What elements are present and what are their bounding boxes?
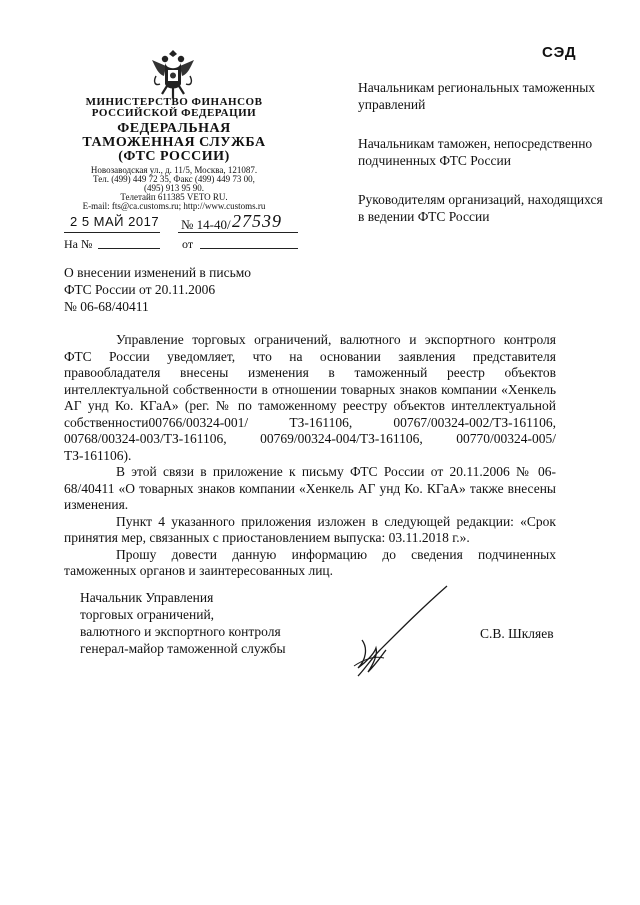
coat-of-arms-emblem (148, 46, 198, 102)
document-mark: СЭД (542, 44, 577, 61)
date-underline (64, 232, 160, 233)
reference-date-label: от (182, 237, 194, 251)
registration-number-handwritten: 27539 (232, 211, 282, 231)
registration-number-prefix: № 14-40/ (181, 217, 231, 232)
recipient-item: Руководителям организаций, находящихся в ведении ФТС России (358, 192, 603, 224)
signer-name: С.В. Шкляев (480, 626, 554, 641)
ministry-name: МИНИСТЕРСТВО ФИНАНСОВ РОССИЙСКОЙ ФЕДЕРАЦИИ (85, 96, 263, 119)
body-paragraph: В этой связи в приложение к письму ФТС России от 20.11.2006 № 06-68/40411 «О товарных знаков компании «Хенкель АГ унд Ко. КГаА» также внесены изменения. (64, 464, 556, 512)
service-name: ФЕДЕРАЛЬНАЯ ТАМОЖЕННАЯ СЛУЖБА (ФТС РОССИИ) (82, 121, 266, 164)
reference-number-label: На № (64, 237, 93, 251)
reference-number-blank (98, 248, 160, 249)
registration-date: 2 5 МАЙ 2017 (70, 214, 160, 229)
letter-body (64, 332, 556, 580)
recipient-item: Начальникам таможен, непосредственно подчиненных ФТС России (358, 136, 593, 168)
body-paragraph: Прошу довести данную информацию до сведения подчиненных таможенных органов и заинтересованных лиц. (64, 546, 556, 578)
recipients-block (358, 79, 608, 247)
reference-date-blank (200, 248, 298, 249)
body-paragraph: Управление торговых ограничений, валютного и экспортного контроля ФТС России уведомляет, что на основании заявления представителя правообладателя внесены изменения в таможенный реестр объектов интеллектуальной собственности в отношении товарных знаков компании «Хенкель АГ унд Ко. КГаА» (рег. № по таможенному реестру объектов интеллектуальной собственности00766/00324-001/ ТЗ-161106, 00767/00324-002/ТЗ-161106, 00768/00324-003/ТЗ-161106, 00769/00324-004/ТЗ-161106, 00770/00324-005/ ТЗ-161106). (64, 332, 556, 463)
contact-address: Новозаводская ул., д. 11/5, Москва, 121087. Тел. (499) 449 72 35, Факс (499) 449 73 00, (495) 913 95 90. Телетайп 611385 VETO RU. E-mail: fts@ca.customs.ru; http://www.customs.ru (82, 165, 266, 211)
letter-subject: О внесении изменений в письмо ФТС России от 20.11.2006 № 06-68/40411 (64, 265, 252, 314)
handwritten-signature (332, 578, 462, 688)
signer-title: Начальник Управления торговых ограничений, валютного и экспортного контроля генерал-майор таможенной службы (80, 590, 286, 656)
recipient-item: Начальникам региональных таможенных управлений (358, 80, 596, 112)
body-paragraph: Пункт 4 указанного приложения изложен в следующей редакции: «Срок принятия мер, связанных с приостановлением выпуска: 03.11.2018 г.». (64, 513, 556, 545)
